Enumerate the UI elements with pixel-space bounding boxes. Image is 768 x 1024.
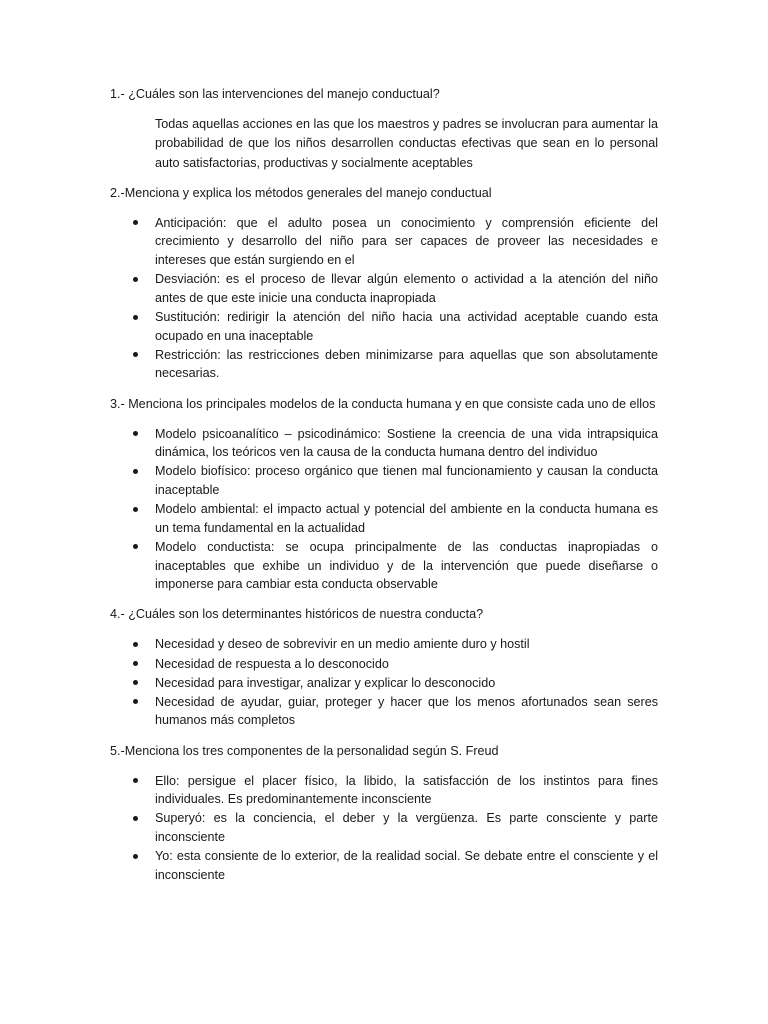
question-4: 4.- ¿Cuáles son los determinantes históricos de nuestra conducta? xyxy=(110,607,484,622)
list-item: Necesidad para investigar, analizar y explicar lo desconocido xyxy=(155,674,658,693)
list-item: Anticipación: que el adulto posea un conocimiento y comprensión eficiente del crecimiento y desarrollo del niño para ser capaces de proveer las necesidades e intereses que están surgiendo en el xyxy=(155,214,658,270)
question-5: 5.-Menciona los tres componentes de la personalidad según S. Freud xyxy=(110,743,499,758)
list-item: Sustitución: redirigir la atención del niño hacia una actividad aceptable cuando esta ocupado en una inaceptable xyxy=(155,308,658,345)
bullet-list-5 xyxy=(0,772,768,885)
answer-1: Todas aquellas acciones en las que los maestros y padres se involucran para aumentar la probabilidad de que los niños desarrollen conductas efectivas que sean en lo personal auto satisfactorias, productivas y socialmente aceptables xyxy=(155,117,658,170)
list-item: Modelo conductista: se ocupa principalmente de las conductas inapropiadas o inaceptables que exhibe un individuo y de la intervención que puede diseñarse o imponerse para cambiar esta conducta observable xyxy=(155,538,658,594)
bullet-list-4 xyxy=(0,635,768,730)
list-item: Necesidad de ayudar, guiar, proteger y hacer que los menos afortunados sean seres humanos más completos xyxy=(155,693,658,730)
bullet-list-2 xyxy=(0,214,768,383)
question-3: 3.- Menciona los principales modelos de la conducta humana y en que consiste cada uno de ellos xyxy=(110,396,656,411)
list-item: Modelo ambiental: el impacto actual y potencial del ambiente en la conducta humana es un tema fundamental en la actualidad xyxy=(155,500,658,537)
list-item: Desviación: es el proceso de llevar algún elemento o actividad a la atención del niño antes de que este inicie una conducta inapropiada xyxy=(155,270,658,307)
list-item: Necesidad de respuesta a lo desconocido xyxy=(155,655,658,674)
list-item: Ello: persigue el placer físico, la libido, la satisfacción de los instintos para fines individuales. Es predominantemente inconsciente xyxy=(155,772,658,809)
bullet-list-3 xyxy=(0,425,768,594)
list-item: Necesidad y deseo de sobrevivir en un medio amiente duro y hostil xyxy=(155,635,658,654)
list-item: Yo: esta consiente de lo exterior, de la realidad social. Se debate entre el consciente y el inconsciente xyxy=(155,847,658,884)
list-item: Modelo psicoanalítico – psicodinámico: Sostiene la creencia de una vida intrapsiquica dinámica, los teóricos ven la causa de la conducta humana dentro del individuo xyxy=(155,425,658,462)
list-item: Modelo biofísico: proceso orgánico que tienen mal funcionamiento y causan la conducta inaceptable xyxy=(155,462,658,499)
list-item: Superyó: es la conciencia, el deber y la vergüenza. Es parte consciente y parte inconsciente xyxy=(155,809,658,846)
question-2: 2.-Menciona y explica los métodos generales del manejo conductual xyxy=(110,185,492,200)
list-item: Restricción: las restricciones deben minimizarse para aquellas que son absolutamente necesarias. xyxy=(155,346,658,383)
question-1: 1.- ¿Cuáles son las intervenciones del manejo conductual? xyxy=(110,87,440,101)
